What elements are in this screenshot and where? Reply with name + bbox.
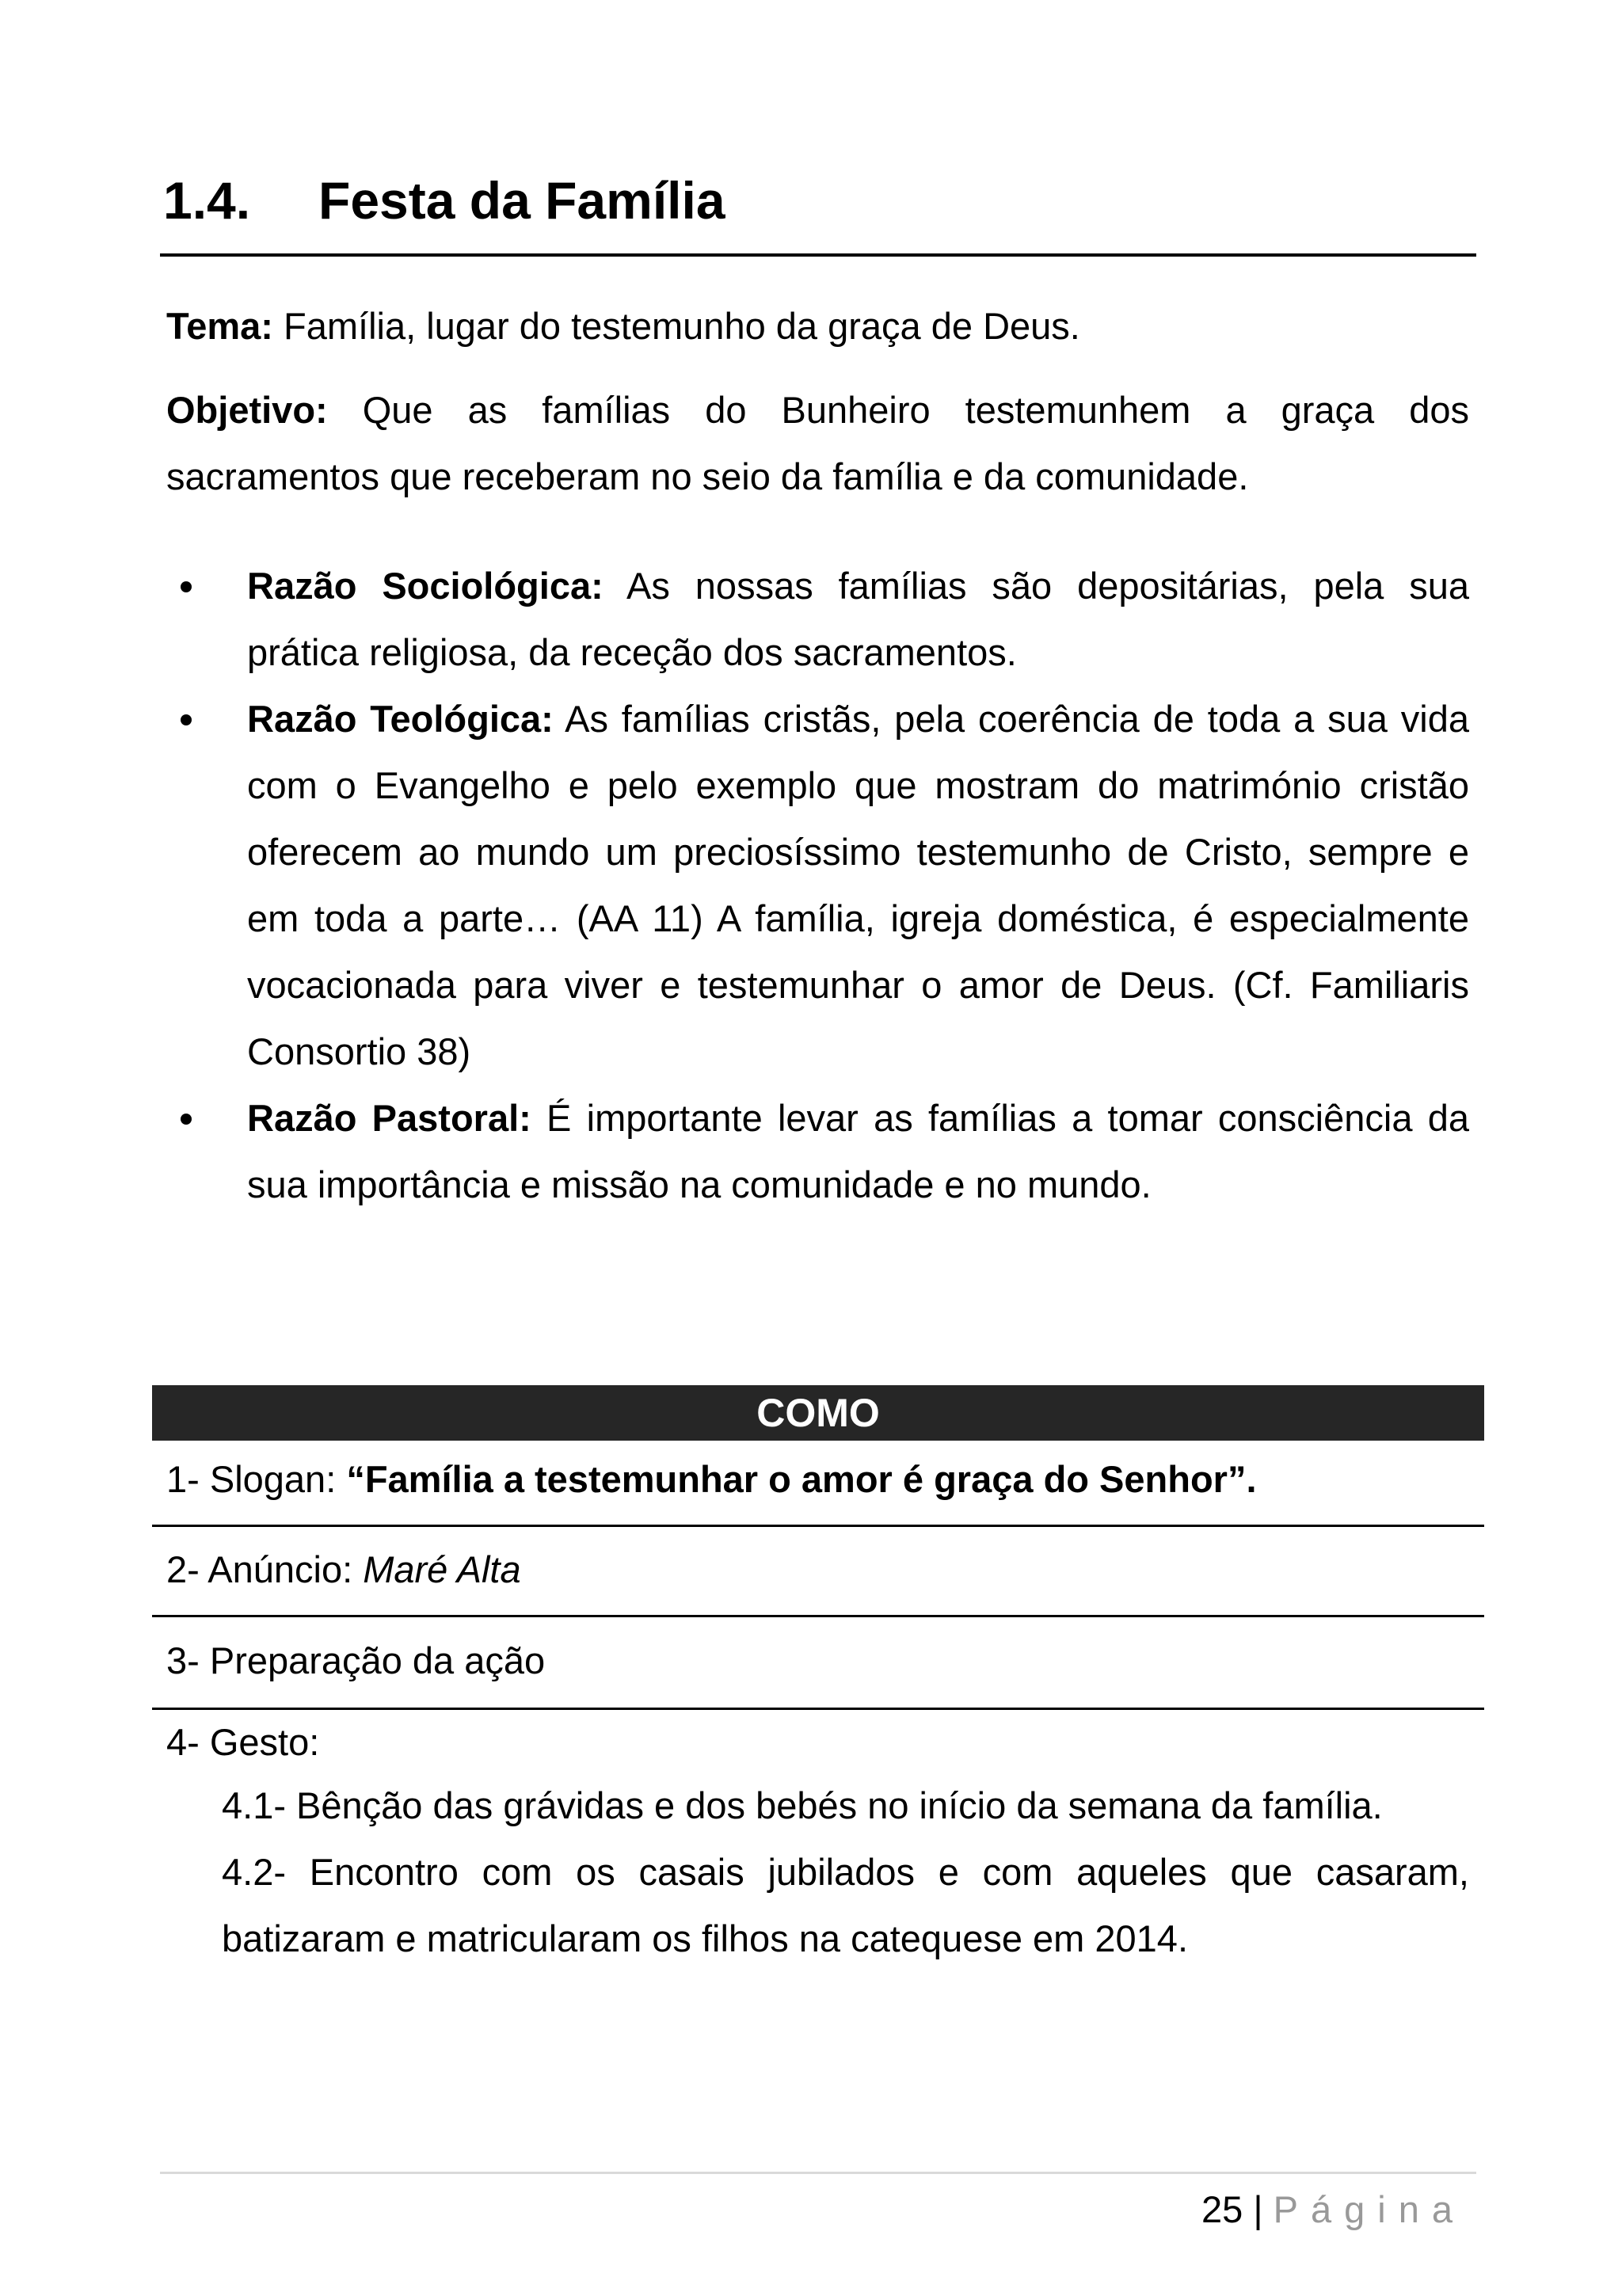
tema-paragraph [166,293,1469,360]
slogan-text: “Família a testemunhar o amor é graça do Senhor”. [346,1458,1257,1500]
bullet-icon [181,714,192,725]
preparacao-text: 3- Preparação da ação [166,1639,546,1681]
reasons-list [166,553,1469,1218]
objetivo-paragraph [166,377,1469,510]
reason-label: Razão Sociológica: [247,565,603,607]
page-number: 25 [1201,2188,1243,2230]
slogan-prefix: 1- Slogan: [166,1458,347,1500]
reason-pastoral [166,1085,1469,1218]
row-divider [152,1525,1484,1527]
reason-text: É importante levar as famílias a tomar consciência da sua importância e missão na comunidade e no mundo. [247,1097,1469,1205]
bullet-icon [181,581,192,592]
footer-separator: | [1243,2188,1274,2230]
reason-text: As nossas famílias são depositárias, pela sua prática religiosa, da receção dos sacramentos. [247,565,1469,673]
row-divider [152,1708,1484,1710]
footer-divider [160,2172,1476,2174]
tema-text: Família, lugar do testemunho da graça de Deus. [272,305,1080,347]
reason-label: Razão Teológica: [247,698,554,740]
section-title: Festa da Família [318,171,725,230]
anuncio-text: Maré Alta [363,1548,521,1590]
objetivo-label: Objetivo: [166,389,328,431]
bullet-icon [181,1114,192,1125]
gesto-item: 4.1- Bênção das grávidas e dos bebés no início da semana da família. [222,1784,1383,1826]
gesto-items [222,1772,1469,1972]
como-header: COMO [152,1385,1484,1441]
page-word: Página [1273,2188,1465,2230]
tema-label: Tema: [166,305,273,347]
page-footer [1201,2176,1465,2243]
gesto-item: 4.2- Encontro com os casais jubilados e com aqueles que casaram, batizaram e matricularam os filhos na catequese em 2014. [222,1851,1469,1959]
reason-teologica [166,686,1469,1085]
section-heading [163,165,1478,236]
anuncio-prefix: 2- Anúncio: [166,1548,364,1590]
reason-sociologica [166,553,1469,686]
row-divider [152,1615,1484,1617]
reason-text: As famílias cristãs, pela coerência de toda a sua vida com o Evangelho e pelo exemplo que mostram do matrimónio cristão oferecem ao mundo um preciosíssimo testemunho de Cristo, sempre e em toda a parte… (AA 11) A família, igreja doméstica, é especialmente vocacionada para viver e testemunhar o amor de Deus. (Cf. Familiaris Consortio 38) [247,698,1469,1072]
heading-underline [160,253,1476,257]
gesto-text: 4- Gesto: [166,1721,320,1763]
objetivo-text: Que as famílias do Bunheiro testemunhem a graça dos sacramentos que receberam no seio da família e da comunidade. [166,389,1469,497]
reason-label: Razão Pastoral: [247,1097,531,1139]
section-number: 1.4. [163,171,251,230]
